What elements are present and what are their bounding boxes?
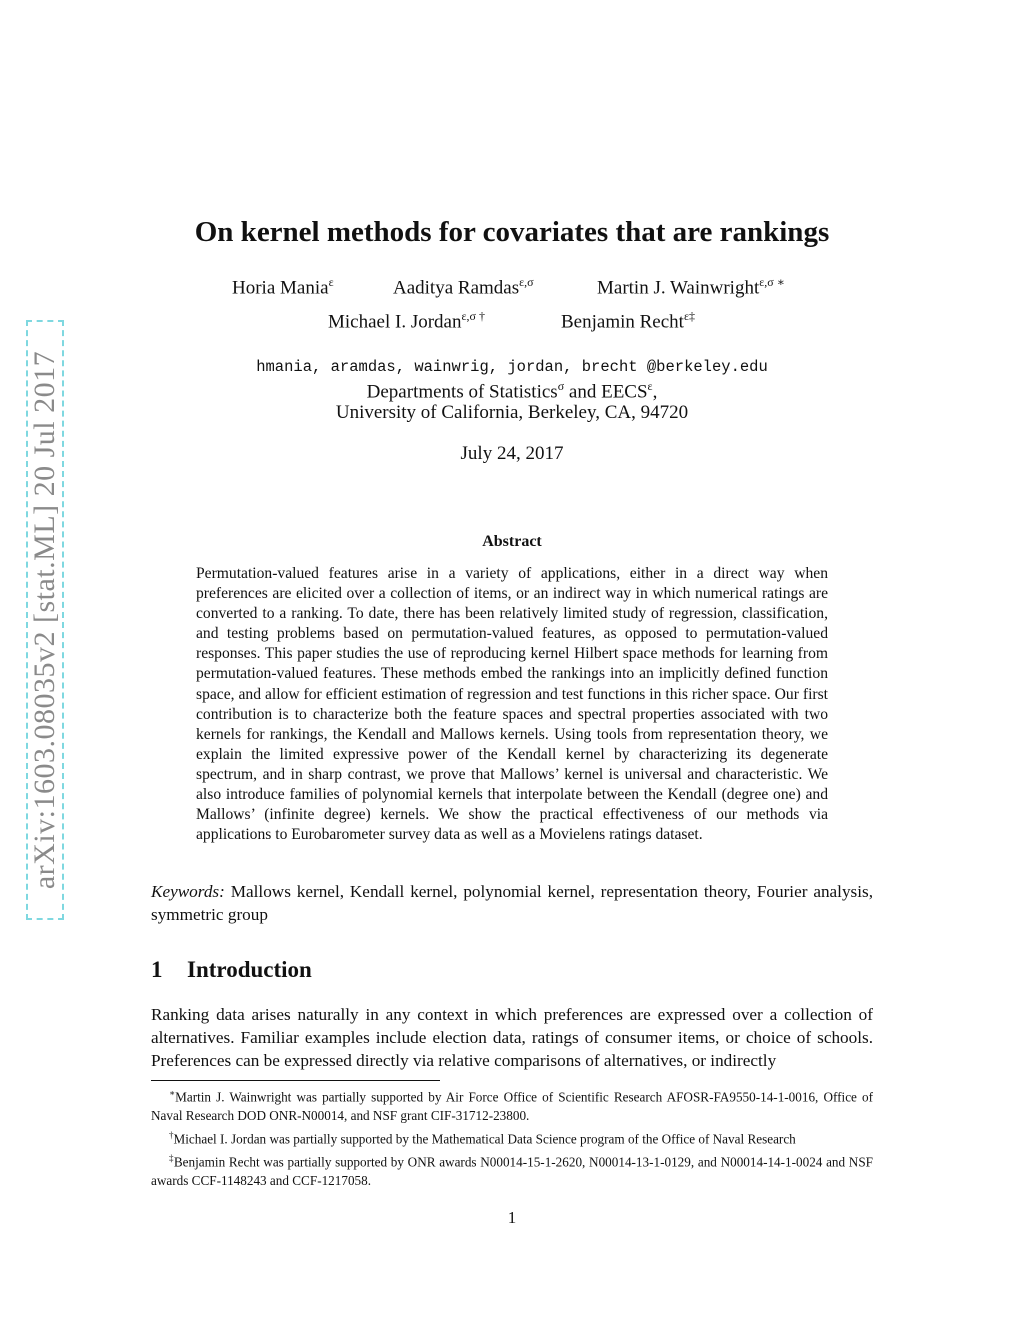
author-emails: hmania, aramdas, wainwrig, jordan, brecht @berkeley.edu xyxy=(256,358,768,376)
author-name: Michael I. Jordan xyxy=(328,311,462,333)
author-3 xyxy=(597,275,785,299)
intro-paragraph: Ranking data arises naturally in any context in which preferences are expressed over a collection of alternatives. Familiar examples include election data, ratings of consumer items, or choice of schools. Preferences can be expressed directly via relative comparisons of alternatives, or indirectly xyxy=(151,1005,873,1070)
arxiv-stamp-text: arXiv:1603.08035v2 [stat.ML] 20 Jul 2017 xyxy=(28,350,61,890)
author-marks: ε‡ xyxy=(683,309,695,323)
footnote-text: Michael I. Jordan was partially supported by the Mathematical Data Science program of the Office of Naval Research xyxy=(173,1130,796,1146)
paper-date: July 24, 2017 xyxy=(460,443,564,464)
dept-prefix: Departments of Statistics xyxy=(366,381,558,403)
footnote xyxy=(151,1126,873,1149)
author-5 xyxy=(561,309,695,333)
author-name: Benjamin Recht xyxy=(561,311,684,333)
section-number: 1 xyxy=(151,957,163,982)
author-marks: ε,σ † xyxy=(461,309,485,323)
footnote xyxy=(151,1084,873,1126)
keywords-label: Keywords: xyxy=(151,882,225,901)
footnote-text: Martin J. Wainwright was partially supported by Air Force Office of Scientific Research AFOSR-FA9550-14-1-0016, Office of Naval Research DOD ONR-N00014, and NSF grant CIF-31712-23800. xyxy=(151,1089,873,1123)
footnote-mark: † xyxy=(169,1129,174,1140)
author-marks: ε,σ xyxy=(519,275,534,289)
abstract-heading: Abstract xyxy=(482,533,542,550)
author-1 xyxy=(232,275,334,299)
footnote xyxy=(151,1149,873,1191)
page-number: 1 xyxy=(507,1208,517,1227)
author-4 xyxy=(328,309,485,333)
author-name: Martin J. Wainwright xyxy=(597,277,760,299)
author-marks: ε xyxy=(328,275,334,289)
paper-title: On kernel methods for covariates that are rankings xyxy=(194,216,830,248)
section-heading xyxy=(151,957,312,983)
keywords xyxy=(151,880,873,926)
dept-epsilon: ε xyxy=(647,379,653,393)
university: University of California, Berkeley, CA, 94720 xyxy=(335,402,689,423)
author-name: Horia Mania xyxy=(232,277,329,299)
footnote-mark: ‡ xyxy=(169,1152,174,1163)
author-name: Aaditya Ramdas xyxy=(393,277,520,299)
departments xyxy=(0,379,1024,403)
footnote-text: Benjamin Recht was partially supported by ONR awards N00014-15-1-2620, N00014-13-1-0129, and N00014-14-1-0024 and NSF awards CCF-1148243 and CCF-1217058. xyxy=(151,1153,873,1188)
dept-middle: and EECS xyxy=(564,381,648,403)
dept-sigma: σ xyxy=(557,379,565,393)
author-marks: ε,σ ∗ xyxy=(759,275,785,289)
footnote-rule xyxy=(151,1080,440,1081)
abstract-body: Permutation-valued features arise in a variety of applications, either in a direct way when preferences are elicited over a collection of items, or an indirect way in which numerical ratings are converted to a ranking. To date, there has been relatively limited study of regression, classification, and testing problems based on permutation-valued features, as opposed to permutation-valued responses. This paper studies the use of reproducing kernel Hilbert space methods for learning from permutation-valued features. These methods embed the rankings into an implicitly defined function space, and allow for efficient estimation of regression and test functions in this richer space. Our first contribution is to characterize both the feature spaces and spectral properties associated with two kernels for rankings, the Kendall and Mallows kernels. Using tools from representation theory, we explain the limited expressive power of the Kendall kernel by characterizing its degenerate spectrum, and in sharp contrast, we prove that Mallows’ kernel is universal and characteristic. We also introduce families of polynomial kernels that interpolate between the Kendall (degree one) and Mallows’ (infinite degree) kernels. We show the practical effectiveness of our methods via applications to Eurobarometer survey data as well as a Movielens ratings dataset. xyxy=(196,565,828,844)
footnotes xyxy=(151,1084,873,1190)
keywords-text: Mallows kernel, Kendall kernel, polynomial kernel, representation theory, Fourier analysis, symmetric group xyxy=(151,882,873,924)
section-title: Introduction xyxy=(187,957,312,982)
footnote-mark: ∗ xyxy=(169,1088,176,1098)
author-2 xyxy=(393,275,534,299)
dept-suffix: , xyxy=(652,381,658,403)
